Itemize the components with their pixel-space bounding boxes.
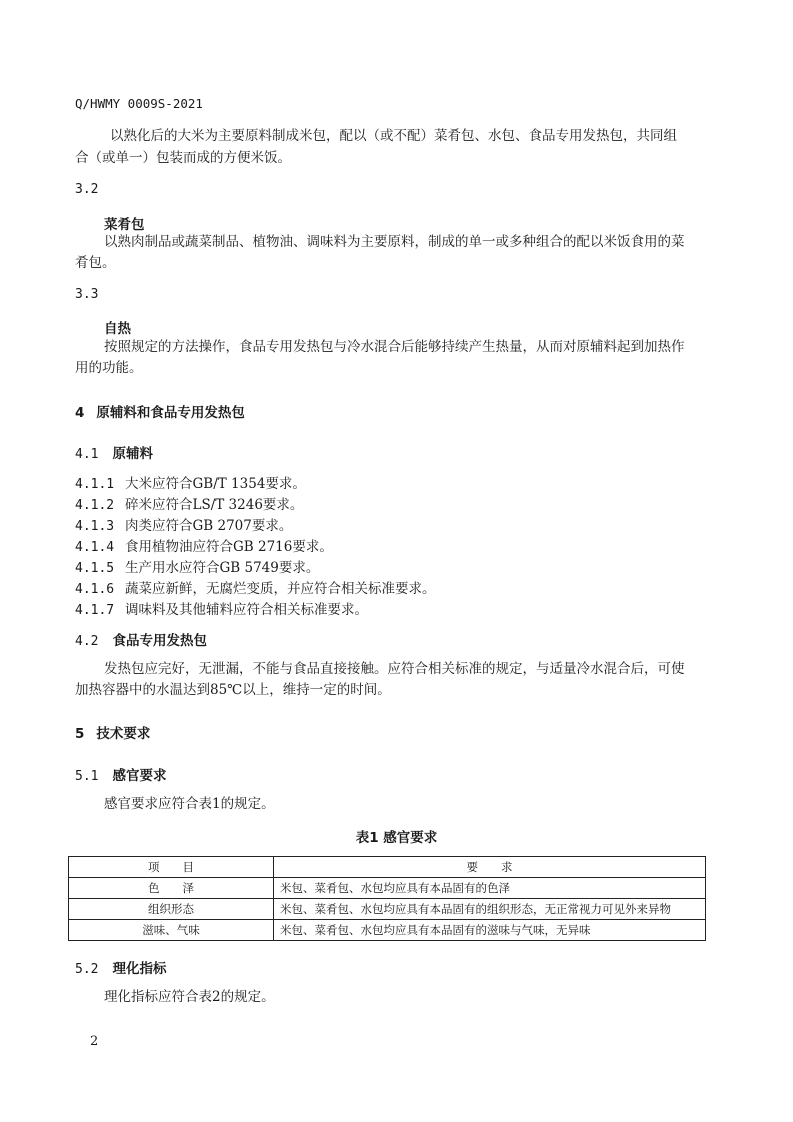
clause-item-text: 食用植物油应符合GB 2716要求。 [125,539,333,555]
clause-item-number: 4.1.2 [75,498,115,513]
clause-item-text: 碎米应符合LS/T 3246要求。 [125,497,304,513]
table-1-caption: 表1 感官要求 [355,830,438,846]
section-title: 原辅料 [112,446,153,462]
section-number: 5 [75,726,85,742]
clause-item-text: 生产用水应符合GB 5749要求。 [125,560,320,576]
clause-5-1-text: 感官要求应符合表1的规定。 [104,796,275,812]
table-cell-requirement: 米包、菜肴包、水包均应具有本品固有的色泽 [274,878,706,899]
section-number: 5.2 [75,962,99,977]
section-heading-5 [75,722,150,742]
section-number: 4.1 [75,447,99,462]
clause-item-number: 4.1.3 [75,519,115,534]
clause-item [75,556,436,577]
section-heading-5-1 [75,764,166,784]
table-row [69,899,706,920]
term-heading-3-2: 菜肴包 [104,217,145,233]
clause-4-2-line-2: 加热容器中的水温达到85℃以上，维持一定的时间。 [75,682,391,698]
clause-item [75,577,436,598]
clause-item [75,535,436,556]
clause-item [75,514,436,535]
intro-line-2: 合（或单一）包装而成的方便米饭。 [75,150,291,166]
table-cell-requirement: 米包、菜肴包、水包均应具有本品固有的组织形态，无正常视力可见外来异物 [274,899,706,920]
term-heading-3-3: 自热 [104,321,131,337]
clause-item [75,472,436,493]
clause-5-2-text: 理化指标应符合表2的规定。 [104,989,275,1005]
table-cell-item: 色 泽 [69,878,274,899]
section-number: 4 [75,405,85,421]
clause-number-3-3: 3.3 [75,287,99,302]
section-number: 4.2 [75,634,99,649]
section-title: 食品专用发热包 [112,633,207,649]
section-heading-4-1 [75,442,153,462]
clause-item-text: 蔬菜应新鲜，无腐烂变质，并应符合相关标准要求。 [125,581,436,597]
section-heading-5-2 [75,957,166,977]
clause-item [75,493,436,514]
table-header-cell: 项 目 [69,857,274,878]
clause-number-3-2: 3.2 [75,182,99,197]
section-heading-4 [75,401,245,421]
clause-item-number: 4.1.5 [75,561,115,576]
clause-item [75,598,436,619]
intro-line-1: 以熟化后的大米为主要原料制成米包，配以（或不配）菜肴包、水包、食品专用发热包，共同组 [110,128,677,144]
document-code-header: Q/HWMY 0009S-2021 [75,96,203,111]
table-cell-item: 滋味、气味 [69,920,274,941]
clause-4-2-line-1: 发热包应完好，无泄漏，不能与食品直接接触。应符合相关标准的规定，与适量冷水混合后，可使 [104,661,685,677]
section-title: 原辅料和食品专用发热包 [96,405,245,421]
clause-list-4-1 [75,472,436,619]
page-number: 2 [90,1034,99,1049]
table-row [69,878,706,899]
table-row [69,920,706,941]
clause-item-text: 肉类应符合GB 2707要求。 [125,518,293,534]
sensory-requirements-table [68,856,706,941]
clause-item-number: 4.1.4 [75,540,115,555]
table-cell-item: 组织形态 [69,899,274,920]
section-title: 理化指标 [112,961,167,977]
clause-item-number: 4.1.7 [75,603,115,618]
clause-item-number: 4.1.6 [75,582,115,597]
table-cell-requirement: 米包、菜肴包、水包均应具有本品固有的滋味与气味，无异味 [274,920,706,941]
table-header-row [69,857,706,878]
clause-3-3-line-2: 用的功能。 [75,360,143,376]
clause-item-text: 大米应符合GB/T 1354要求。 [125,476,306,492]
section-heading-4-2 [75,629,207,649]
clause-3-2-line-1: 以熟肉制品或蔬菜制品、植物油、调味料为主要原料，制成的单一或多种组合的配以米饭食用的菜 [104,234,685,250]
table-header-cell: 要 求 [274,857,706,878]
clause-3-2-line-2: 肴包。 [75,255,116,271]
clause-3-3-line-1: 按照规定的方法操作，食品专用发热包与冷水混合后能够持续产生热量，从而对原辅料起到加热作 [104,339,685,355]
clause-item-number: 4.1.1 [75,477,115,492]
section-title: 技术要求 [96,726,151,742]
section-title: 感官要求 [112,768,167,784]
clause-item-text: 调味料及其他辅料应符合相关标准要求。 [125,602,368,618]
section-number: 5.1 [75,769,99,784]
